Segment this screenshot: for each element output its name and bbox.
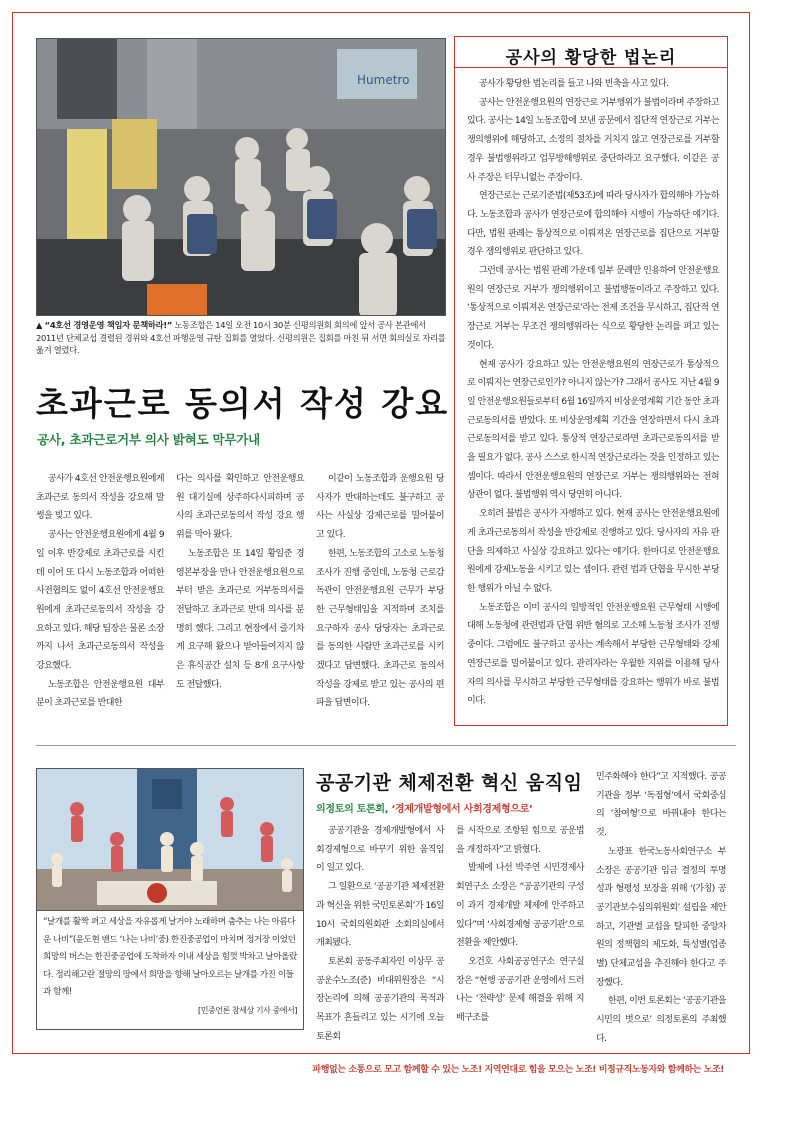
sidebar-box	[454, 36, 728, 726]
article2-paragraph: 오건호 사회공공연구소 연구실장은 “현행 공공기관 운영에서 드러나는 ‘전략성’ 문제 해결을 위해 지배구조를	[456, 956, 584, 1024]
article2-paragraph: 그 일환으로 ‘공공기관 체제전환과 혁신을 위한 국민토론회’가 16일 10시 국회의원회관 소회의실에서 개최됐다.	[316, 882, 444, 949]
article1-paragraph: 다는 의사를 확인하고 안전운행요원 대기실에 상주하다시피하며 공사의 초과근로동의서 작성 강요 행위를 막아 왔다.	[176, 474, 304, 541]
article1-paragraph: 노동조합은 또 14일 황일준 경영본부장을 만나 안전운행요원으로부터 받은 초과근로 거부동의서를 전달하고 초과근로 반대 의사를 분명히 했다. 그리고 현장에서 즐기차게 요구해 왔으나 받아들여지지 않은 휴식공간 설치 등 8개 요구사항도 전달했다.	[176, 548, 304, 690]
sidebar-paragraph: 오히려 불법은 공사가 자행하고 있다. 현재 공사는 안전운행요원에게 초과근로동의서 작성을 반강제로 진행하고 있다. 당사자의 자유 판단을 의제하고 사실상 강요하고 있다는 얘기다. 한마디로 안전운행요원에게 강제노동을 시키고 있는 셈이다. 관련 법과 단협을 무시한 부당한 행위가 아닐 수 없다.	[467, 509, 719, 594]
rally-photo	[36, 38, 446, 316]
article2-paragraph: 를 시작으로 조항된 힘으로 공운법을 개정하자”고 밝혔다.	[456, 826, 584, 855]
article1-paragraph: 공사는 안전운행요원에게 4월 9일 이후 반강제로 초과근로를 시킨데 이어 또 다시 노동조합과 어떠한 사전협의도 없이 4호선 안전운행요원에게 초과근로동의서 작성을 강요하고 있다. 해당 팀장은 물론 소장까지 나서 초과근로동의서 작성을 강요했다.	[36, 530, 164, 672]
rally-photo-caption	[36, 319, 448, 357]
article1-column-1	[36, 470, 164, 713]
humetro-sign: Humetro	[357, 73, 410, 87]
sidebar-title-rule	[455, 67, 727, 68]
hope-bus-photo-illustration	[37, 769, 304, 912]
article1-paragraph: 공사가 4호선 안전운행요원에게 초과근로 동의서 작성을 강요해 말썽을 빚고 있다.	[36, 474, 164, 522]
sidebar-paragraph: 그런데 공사는 법원 판례 가운데 일부 문례만 인용하여 안전운행요원의 연장근로 거부가 쟁의행위이고 불법행동이라고 주장하고 있다. ‘통상적으로 이뤄져온 연장근로’라는 전제 조건을 무시하고, 집단적 연장근로 거부는 무조건 쟁의행위라는 식으로 황당한 논리를 펴고 있는 것이다.	[467, 266, 719, 351]
article1-paragraph: 노동조합은 안전운행요원 대부분이 초과근로를 반대한	[36, 679, 164, 709]
article1-column-3	[316, 470, 444, 713]
article2-sub-speaker: 의정토의 토론회,	[316, 804, 389, 815]
article2-subheadline	[316, 800, 533, 815]
article2-paragraph: 토론회 공동주최자인 이상무 공공운수노조(준) 비대위원장은 “시장논리에 의해 공공기관의 목적과 목표가 흔들리고 있는 시기에 오늘 토론회	[316, 956, 444, 1042]
hope-bus-caption-credit: [민중언론 참세상 기사 중에서]	[198, 1005, 297, 1015]
article2-headline: 공공기관 체제전환 혁신 움직임	[316, 772, 583, 794]
page-footer-slogan: 파행없는 소통으로 모고 함께할 수 있는 노조! 지역연대로 힘을 모으는 노조! 비정규직노동자와 함께하는 노조!	[312, 1065, 724, 1075]
article1-column-2	[176, 470, 304, 694]
article2-paragraph: 민주화해야 한다”고 지적했다. 공공기관을 정부 ‘독점형’에서 국회중심의 ‘참여형’으로 바꿔내야 한다는 것.	[596, 772, 726, 839]
rally-caption-text: 노동조합은 14일 오전 10시 30분 신평의원회 회의에 앞서 공사 본관에서 2011년 단체교섭 결렬된 경위와 4호선 파행운영 규탄 집회를 열었다. 신평의원은 집회를 마친 뒤 서면 회의실로 자리를 옮겨 열렸다.	[36, 320, 446, 355]
sidebar-paragraph: 공사는 안전운행요원의 연장근로 거부행위가 불법이라며 주장하고 있다. 공사는 14일 노동조합에 보낸 공문에서 집단적 연장근로 거부는 쟁의행위에 해당하고, 소정의 절차를 거치지 않고 연장근로를 거부할 경우 불법행위라고 업무방해행위로 중단하라고 요구했다. 이같은 공사 주장은 터무니없는 주장이다.	[467, 97, 719, 183]
article2-column-3	[596, 768, 726, 1049]
article1-subheadline: 공사, 초과근로거부 의사 밝혀도 막무가내	[37, 432, 261, 447]
article1-paragraph: 이같이 노동조합과 운행요원 당사자가 반대하는데도 불구하고 공사는 사실상 강제근로를 밀어붙이고 있다.	[316, 474, 444, 541]
article2-column-2	[456, 822, 584, 1028]
sidebar-paragraph: 노동조합은 이미 공사의 일방적인 안전운행요원 근무형태 시행에 대해 노동청에 관련법과 단협 위반 혐의로 고소해 노동청 조사가 진행 중이다. 그럼에도 불구하고 공사는 계속해서 부당한 근무형태와 강제연장근로를 밀어붙이고 있다. 관리자라는 우월한 지위를 이용해 당사자의 의사를 무시하고 부당한 근무형태를 강요하는 행위가 바로 불법이다.	[467, 602, 719, 707]
section-divider	[36, 745, 736, 746]
sidebar-paragraph: 연장근로는 근로기준법(제53조)에 따라 당사자가 합의해야 가능하다. 노동조합과 공사가 연장근로에 합의해야 시행이 가능하단 얘기다. 다만, 법원 판례는 통상적으로 이뤄져온 연장근로를 집단으로 거부할 경우 쟁의행위로 판단하고 있다.	[467, 191, 719, 258]
hope-bus-caption-text: “날개를 활짝 펴고 세상을 자유롭게 날거야 노래하며 춤추는 나는 아름다운 나비”(윤도현 밴드 ‘나는 나비’중) 한진중공업이 마치며 정거장 이었던 희망의 버스는 한진중공업에 도착하자 이내 세상을 힘껏 박차고 날아올랐다. 정리해고란 절망의 땅에서 희망을 향해 날아오르는 날개를 가진 이들과 함께!	[43, 917, 297, 997]
article2-column-1	[316, 822, 444, 1046]
rally-photo-illustration	[37, 39, 446, 316]
article2-paragraph: 노광표 한국노동사회연구소 부소장은 공공기관 임금 결정의 투명성과 형평성 보장을 위해 ‘(가칭) 공공기관보수심의위원회’ 설립을 제안하고, 기관별 교섭을 탈피한 중앙차원의 정책협의 제도화, 특성별(업종별) 단체교섭을 추진해야 한다고 주장했다.	[596, 846, 726, 988]
article2-sub-quote: ‘경제개발형에서 사회경제형으로’	[391, 804, 533, 815]
sidebar-paragraph: 현재 공사가 강요하고 있는 안전운행요원의 연장근로가 통상적으로 이뤄지는 연장근로인가? 아니지 않는가? 그래서 공사도 지난 4월 9일 안전운행요원들로부터 6월 16일까지 비상운영계획 기간 동안 초과근로동의서를 받았다. 또 비상운영계획 기간을 연장하면서 다시 초과근로동의서를 받고 있다. 통상적 연장근로라면 초과근로동의서를 받을 필요가 없다. 공사 스스로 한시적 연장근로라는 것을 인정하고 있는 셈이다. 따라서 안전운행요원의 연장근로 거부는 쟁의행위와는 전혀 상관이 없다. 불법행위 역시 당연히 아니다.	[467, 359, 719, 501]
article2-paragraph: 공공기관을 경제개발형에서 사회경제형으로 바꾸기 위한 움직임이 일고 있다.	[316, 826, 444, 874]
hope-bus-photo	[36, 768, 304, 912]
hope-bus-caption	[36, 910, 304, 1030]
article1-headline: 초과근로 동의서 작성 강요	[36, 384, 450, 423]
sidebar-title: 공사의 황당한 법논리	[505, 48, 677, 68]
article2-paragraph: 발제에 나선 박주연 시민경제사회연구소 소장은 “공공기관의 구성이 과거 경제개발 체제에 안주하고 있다”며 ‘사회경제형 공공기관’으로 전환을 제안했다.	[456, 863, 584, 949]
sidebar-paragraph: 공사가 황당한 법논리를 들고 나와 빈축을 사고 있다.	[479, 79, 669, 89]
article1-paragraph: 한편, 노동조합의 고소로 노동청 조사가 진행 중인데, 노동청 근로감독관이 안전운행요원 근무가 부당한 근무형태임을 지적하며 조치를 요구하자 공사 당당자는 초과근로를 동의한 사람만 초과근로를 시키겠다고 답변했다. 초과근로 동의서 작성을 강제로 받고 있는 공사의 편파을 답변이다.	[316, 548, 444, 709]
article2-paragraph: 한편, 이번 토론회는 ‘공공기관을 시민의 벗으로’ 의정토론의 주최했다.	[596, 996, 726, 1044]
rally-caption-title: ▲ “4호선 경영운영 책임자 문책하라!”	[36, 320, 172, 330]
sidebar-body	[467, 75, 719, 711]
